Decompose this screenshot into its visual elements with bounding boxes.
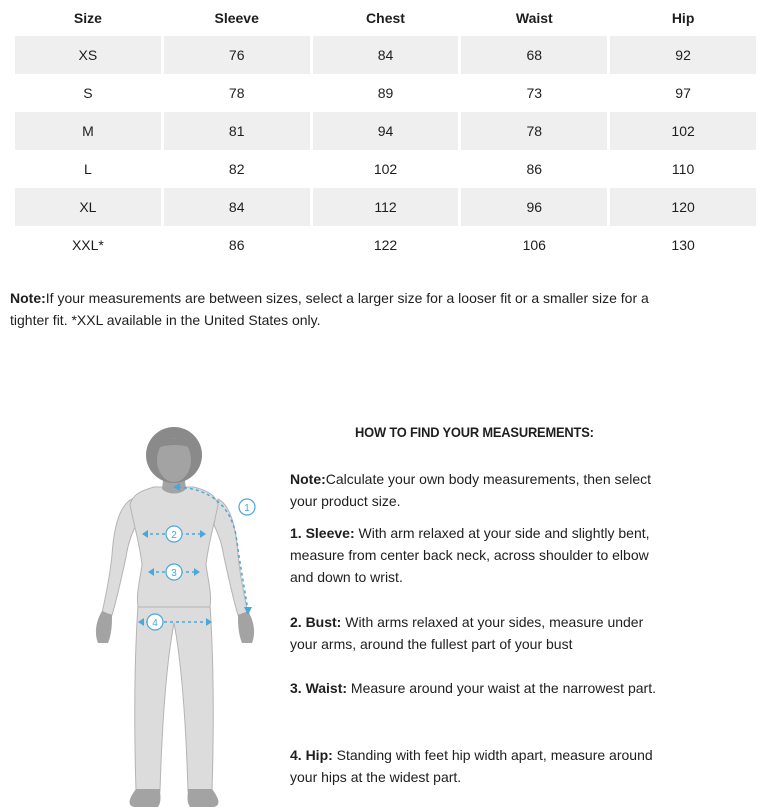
step-hip-text: Standing with feet hip width apart, measure around your hips at the widest part. [290, 747, 653, 785]
step-sleeve [290, 522, 665, 588]
column-header-chest: Chest [366, 10, 405, 26]
table-cell: 102 [610, 112, 756, 150]
howto-title: HOW TO FIND YOUR MEASUREMENTS: [355, 424, 594, 440]
table-cell: 106 [522, 237, 546, 253]
table-cell: 86 [228, 237, 245, 253]
figure-torso [130, 487, 218, 607]
size-note [10, 287, 670, 331]
table-cell: S [83, 85, 93, 101]
column-header-sleeve: Sleeve [214, 10, 259, 26]
step-bust-text: With arms relaxed at your sides, measure under your arms, around the fullest part of your bust [290, 614, 644, 652]
figure-left-hand [96, 611, 112, 643]
step-waist-text: Measure around your waist at the narrowest part. [347, 680, 656, 696]
table-cell: 122 [373, 237, 398, 253]
marker-1-label: 1 [244, 503, 250, 514]
howto-note-label: Note: [290, 471, 326, 487]
table-cell: 76 [164, 36, 310, 74]
table-cell: L [84, 161, 92, 177]
table-cell: 78 [461, 112, 607, 150]
marker-3-label: 3 [171, 568, 177, 579]
table-row [15, 36, 756, 74]
marker-2-label: 2 [171, 530, 177, 541]
table-cell: 68 [461, 36, 607, 74]
table-row [15, 226, 756, 264]
table-cell: 82 [228, 161, 245, 177]
figure-left-arm [102, 499, 136, 615]
table-cell: 92 [610, 36, 756, 74]
table-cell: M [15, 112, 161, 150]
table-cell: 81 [164, 112, 310, 150]
table-row [15, 188, 756, 226]
step-waist [290, 677, 665, 699]
figure-right-hand [238, 611, 254, 643]
table-cell: 102 [373, 161, 398, 177]
step-sleeve-label: 1. Sleeve: [290, 525, 355, 541]
figure-right-foot [188, 789, 219, 807]
figure-legs [135, 605, 214, 791]
howto-note-text: Calculate your own body measurements, then select your product size. [290, 471, 652, 509]
body-measurement-figure [90, 425, 265, 811]
table-cell: 84 [164, 188, 310, 226]
table-row [15, 74, 756, 112]
table-cell: 94 [313, 112, 459, 150]
step-hip-label: 4. Hip: [290, 747, 333, 763]
marker-4-label: 4 [152, 618, 158, 629]
table-cell: 97 [675, 85, 691, 101]
table-cell: 110 [671, 161, 695, 177]
table-cell: 130 [671, 237, 695, 253]
table-cell: XL [15, 188, 161, 226]
size-note-text: If your measurements are between sizes, select a larger size for a looser fit or a smaller size for a tighter fit. *XXL available in the United States only. [10, 290, 649, 328]
step-sleeve-text: With arm relaxed at your side and slightly bent, measure from center back neck, across shoulder to elbow and down to wrist. [290, 525, 650, 585]
size-chart-table [12, 0, 759, 264]
column-header-size: Size [73, 10, 102, 26]
step-hip [290, 744, 665, 788]
table-cell: 78 [228, 85, 245, 101]
table-cell: 89 [377, 85, 394, 101]
table-cell: 120 [610, 188, 756, 226]
table-cell: 112 [313, 188, 459, 226]
howto-note [290, 468, 665, 512]
column-header-waist: Waist [515, 10, 553, 26]
step-waist-label: 3. Waist: [290, 680, 348, 696]
table-cell: XS [15, 36, 161, 74]
column-header-hip: Hip [671, 10, 695, 26]
table-header-row [15, 0, 756, 36]
figure-left-foot [130, 789, 161, 807]
table-cell: 86 [526, 161, 543, 177]
table-cell: 73 [526, 85, 543, 101]
table-cell: 84 [313, 36, 459, 74]
table-cell: 96 [461, 188, 607, 226]
table-row [15, 150, 756, 188]
figure-right-arm [214, 499, 248, 615]
step-bust [290, 611, 665, 655]
step-bust-label: 2. Bust: [290, 614, 342, 630]
table-row [15, 112, 756, 150]
table-cell: XXL* [71, 237, 104, 253]
size-note-label: Note: [10, 290, 46, 306]
